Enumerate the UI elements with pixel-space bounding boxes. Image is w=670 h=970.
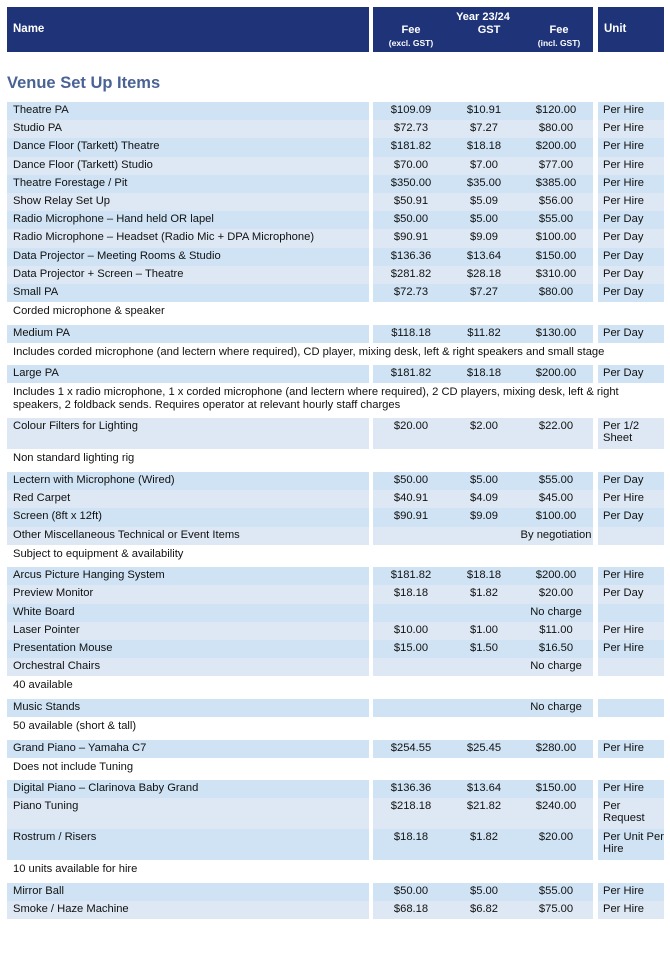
item-name: Grand Piano – Yamaha C7: [7, 740, 369, 758]
gst-amount: $21.82: [449, 798, 519, 829]
gst-amount: $5.00: [449, 472, 519, 490]
fee-excl: $15.00: [373, 640, 449, 658]
fee-incl: $20.00: [519, 829, 593, 860]
gst-amount: $5.09: [449, 193, 519, 211]
table-row: [7, 567, 664, 585]
gst-amount: $7.27: [449, 120, 519, 138]
table-row: [7, 622, 664, 640]
gst-amount: $25.45: [449, 740, 519, 758]
unit: Per Hire: [598, 622, 664, 640]
fee-excl: $18.18: [373, 829, 449, 860]
table-row: [7, 640, 664, 658]
header-fee-incl-label: Fee: [549, 24, 569, 36]
item-note: 40 available: [13, 679, 73, 692]
header-unit: Unit: [604, 23, 627, 35]
header-fee: [375, 24, 447, 48]
fee-incl: $11.00: [519, 622, 593, 640]
unit: Per Hire: [598, 175, 664, 193]
fee-excl: $70.00: [373, 157, 449, 175]
gst-amount: $18.18: [449, 365, 519, 383]
header-gst-label: GST: [477, 24, 501, 36]
fee-excl: $50.91: [373, 193, 449, 211]
table-row: [7, 658, 664, 676]
item-name: Rostrum / Risers: [7, 829, 369, 860]
fee-excl: $254.55: [373, 740, 449, 758]
fee-excl: $18.18: [373, 585, 449, 603]
gst-amount: $18.18: [449, 567, 519, 585]
fee-incl: $55.00: [519, 211, 593, 229]
item-name: Show Relay Set Up: [7, 193, 369, 211]
table-row: [7, 266, 664, 284]
fee-incl: $385.00: [519, 175, 593, 193]
item-name: Large PA: [7, 365, 369, 383]
unit: Per Day: [598, 248, 664, 266]
fee-excl: $90.91: [373, 229, 449, 247]
price-note-text: No charge: [530, 605, 582, 618]
header-fee-label: Fee: [401, 24, 421, 36]
price-note: [373, 604, 593, 622]
fee-incl: $100.00: [519, 508, 593, 526]
fee-incl: $80.00: [519, 120, 593, 138]
unit: Per Hire: [598, 138, 664, 156]
item-name: Piano Tuning: [7, 798, 369, 829]
item-name: Colour Filters for Lighting: [7, 418, 369, 449]
unit: Per Hire: [598, 120, 664, 138]
fee-excl: $50.00: [373, 472, 449, 490]
fee-incl: $55.00: [519, 883, 593, 901]
table-row: [7, 780, 664, 798]
gst-amount: $1.82: [449, 585, 519, 603]
unit: Per Hire: [598, 157, 664, 175]
fee-excl: $72.73: [373, 120, 449, 138]
fee-incl: $100.00: [519, 229, 593, 247]
header-unit-cell: [598, 7, 664, 52]
unit: Per Day: [598, 472, 664, 490]
header-fee-incl-sub: (incl. GST): [537, 38, 581, 48]
gst-amount: $13.64: [449, 780, 519, 798]
item-name: Arcus Picture Hanging System: [7, 567, 369, 585]
item-note: Includes 1 x radio microphone, 1 x corded microphone (and lectern where required), 2 CD players, mixing desk, left & right speakers, 2 foldback sends. Requires operator at relevant hourly staff charges: [13, 386, 619, 411]
item-name: Theatre Forestage / Pit: [7, 175, 369, 193]
fee-incl: $45.00: [519, 490, 593, 508]
fee-incl: $22.00: [519, 418, 593, 449]
item-name: Mirror Ball: [7, 883, 369, 901]
gst-amount: $7.27: [449, 284, 519, 302]
item-name: Radio Microphone – Hand held OR lapel: [7, 211, 369, 229]
header-year-cell: [373, 7, 593, 52]
fee-excl: $136.36: [373, 248, 449, 266]
unit: Per Hire: [598, 883, 664, 901]
gst-amount: $1.00: [449, 622, 519, 640]
gst-amount: $18.18: [449, 138, 519, 156]
unit: Per Hire: [598, 193, 664, 211]
table-row: [7, 418, 664, 449]
gst-amount: $5.00: [449, 211, 519, 229]
gst-amount: $1.82: [449, 829, 519, 860]
unit: Per Day: [598, 266, 664, 284]
fee-excl: $50.00: [373, 211, 449, 229]
item-name: Data Projector – Meeting Rooms & Studio: [7, 248, 369, 266]
unit: Per Hire: [598, 901, 664, 919]
unit: Per Day: [598, 585, 664, 603]
table-row: [7, 138, 664, 156]
table-row: [7, 883, 664, 901]
fee-incl: $200.00: [519, 567, 593, 585]
header-name-cell: [7, 7, 369, 52]
header-fee-incl: [523, 24, 595, 48]
header-name: Name: [13, 23, 45, 35]
fee-excl: $181.82: [373, 567, 449, 585]
item-name: Screen (8ft x 12ft): [7, 508, 369, 526]
table-row: [7, 901, 664, 919]
table-row: [7, 585, 664, 603]
fee-excl: $136.36: [373, 780, 449, 798]
fee-incl: $310.00: [519, 266, 593, 284]
unit: Per Day: [598, 508, 664, 526]
fee-incl: $80.00: [519, 284, 593, 302]
unit: Per Hire: [598, 490, 664, 508]
fee-incl: $150.00: [519, 780, 593, 798]
item-name: Medium PA: [7, 325, 369, 343]
fee-incl: $77.00: [519, 157, 593, 175]
table-row: [7, 740, 664, 758]
table-row: [7, 120, 664, 138]
price-note-text: By negotiation: [520, 528, 592, 541]
fee-incl: $56.00: [519, 193, 593, 211]
fee-excl: $218.18: [373, 798, 449, 829]
table-row: [7, 365, 664, 383]
fee-excl: $90.91: [373, 508, 449, 526]
unit: Per Unit Per Hire: [598, 829, 664, 860]
gst-amount: $4.09: [449, 490, 519, 508]
fee-incl: $280.00: [519, 740, 593, 758]
fee-excl: $118.18: [373, 325, 449, 343]
gst-amount: $6.82: [449, 901, 519, 919]
header-gst: [453, 24, 525, 36]
item-note: Subject to equipment & availability: [13, 547, 184, 560]
header-fee-sub: (excl. GST): [388, 38, 434, 48]
item-name: Data Projector + Screen – Theatre: [7, 266, 369, 284]
item-note: Does not include Tuning: [13, 760, 134, 773]
item-name: Small PA: [7, 284, 369, 302]
table-row: [7, 211, 664, 229]
item-name: Orchestral Chairs: [7, 658, 369, 676]
item-name: White Board: [7, 604, 369, 622]
item-name: Theatre PA: [7, 102, 369, 120]
price-note: [373, 699, 593, 717]
gst-amount: $9.09: [449, 229, 519, 247]
table-row: [7, 798, 664, 829]
item-name: Laser Pointer: [7, 622, 369, 640]
item-name: Music Stands: [7, 699, 369, 717]
item-note: Non standard lighting rig: [13, 452, 135, 465]
fee-excl: $40.91: [373, 490, 449, 508]
fee-incl: $55.00: [519, 472, 593, 490]
price-note-text: No charge: [530, 660, 582, 673]
gst-amount: $11.82: [449, 325, 519, 343]
fee-excl: $181.82: [373, 365, 449, 383]
gst-amount: $1.50: [449, 640, 519, 658]
fee-excl: $181.82: [373, 138, 449, 156]
unit: Per Hire: [598, 567, 664, 585]
table-row: [7, 527, 664, 545]
gst-amount: $9.09: [449, 508, 519, 526]
item-name: Presentation Mouse: [7, 640, 369, 658]
table-row: [7, 102, 664, 120]
item-name: Dance Floor (Tarkett) Theatre: [7, 138, 369, 156]
gst-amount: $35.00: [449, 175, 519, 193]
item-name: Smoke / Haze Machine: [7, 901, 369, 919]
gst-amount: $10.91: [449, 102, 519, 120]
fee-incl: $240.00: [519, 798, 593, 829]
fee-incl: $16.50: [519, 640, 593, 658]
fee-excl: $50.00: [373, 883, 449, 901]
gst-amount: $5.00: [449, 883, 519, 901]
item-note: 10 units available for hire: [13, 863, 138, 876]
unit: Per Day: [598, 325, 664, 343]
gst-amount: $7.00: [449, 157, 519, 175]
fee-incl: $20.00: [519, 585, 593, 603]
unit: Per Hire: [598, 102, 664, 120]
item-name: Studio PA: [7, 120, 369, 138]
unit: [598, 604, 664, 622]
table-row: [7, 508, 664, 526]
fee-incl: $75.00: [519, 901, 593, 919]
price-note: [373, 658, 593, 676]
unit: Per Hire: [598, 780, 664, 798]
fee-incl: $200.00: [519, 365, 593, 383]
fee-incl: $150.00: [519, 248, 593, 266]
gst-amount: $28.18: [449, 266, 519, 284]
gst-amount: $2.00: [449, 418, 519, 449]
table-row: [7, 325, 664, 343]
fee-excl: $350.00: [373, 175, 449, 193]
item-name: Lectern with Microphone (Wired): [7, 472, 369, 490]
fee-excl: $20.00: [373, 418, 449, 449]
item-name: Digital Piano – Clarinova Baby Grand: [7, 780, 369, 798]
fee-incl: $200.00: [519, 138, 593, 156]
unit: [598, 658, 664, 676]
table-row: [7, 157, 664, 175]
price-note-text: No charge: [530, 700, 582, 713]
unit: Per Hire: [598, 640, 664, 658]
fee-excl: $68.18: [373, 901, 449, 919]
fee-excl: $10.00: [373, 622, 449, 640]
unit: [598, 699, 664, 717]
unit: Per 1/2 Sheet: [598, 418, 664, 449]
fee-excl: $281.82: [373, 266, 449, 284]
table-row: [7, 604, 664, 622]
header-year: Year 23/24: [456, 11, 510, 23]
table-row: [7, 490, 664, 508]
table-row: [7, 472, 664, 490]
table-row: [7, 175, 664, 193]
item-name: Radio Microphone – Headset (Radio Mic + DPA Microphone): [7, 229, 369, 247]
unit: Per Request: [598, 798, 664, 829]
unit: Per Day: [598, 284, 664, 302]
unit: Per Day: [598, 365, 664, 383]
table-row: [7, 829, 664, 860]
unit: Per Hire: [598, 740, 664, 758]
table-row: [7, 229, 664, 247]
table-row: [7, 699, 664, 717]
item-note: Includes corded microphone (and lectern where required), CD player, mixing desk, left & right speakers and small stage: [13, 345, 605, 358]
fee-excl: $72.73: [373, 284, 449, 302]
fees-table: [7, 102, 664, 919]
table-row: [7, 284, 664, 302]
unit: Per Day: [598, 229, 664, 247]
table-row: [7, 193, 664, 211]
item-note: 50 available (short & tall): [13, 720, 137, 732]
price-note: [373, 527, 593, 545]
table-header: [7, 7, 664, 52]
unit: [598, 527, 664, 545]
item-name: Other Miscellaneous Technical or Event Items: [7, 527, 369, 545]
fee-excl: $109.09: [373, 102, 449, 120]
fee-incl: $130.00: [519, 325, 593, 343]
table-row: [7, 248, 664, 266]
gst-amount: $13.64: [449, 248, 519, 266]
item-name: Preview Monitor: [7, 585, 369, 603]
item-name: Dance Floor (Tarkett) Studio: [7, 157, 369, 175]
fee-incl: $120.00: [519, 102, 593, 120]
item-name: Red Carpet: [7, 490, 369, 508]
section-title: Venue Set Up Items: [7, 74, 161, 92]
item-note: Corded microphone & speaker: [13, 305, 165, 318]
unit: Per Day: [598, 211, 664, 229]
